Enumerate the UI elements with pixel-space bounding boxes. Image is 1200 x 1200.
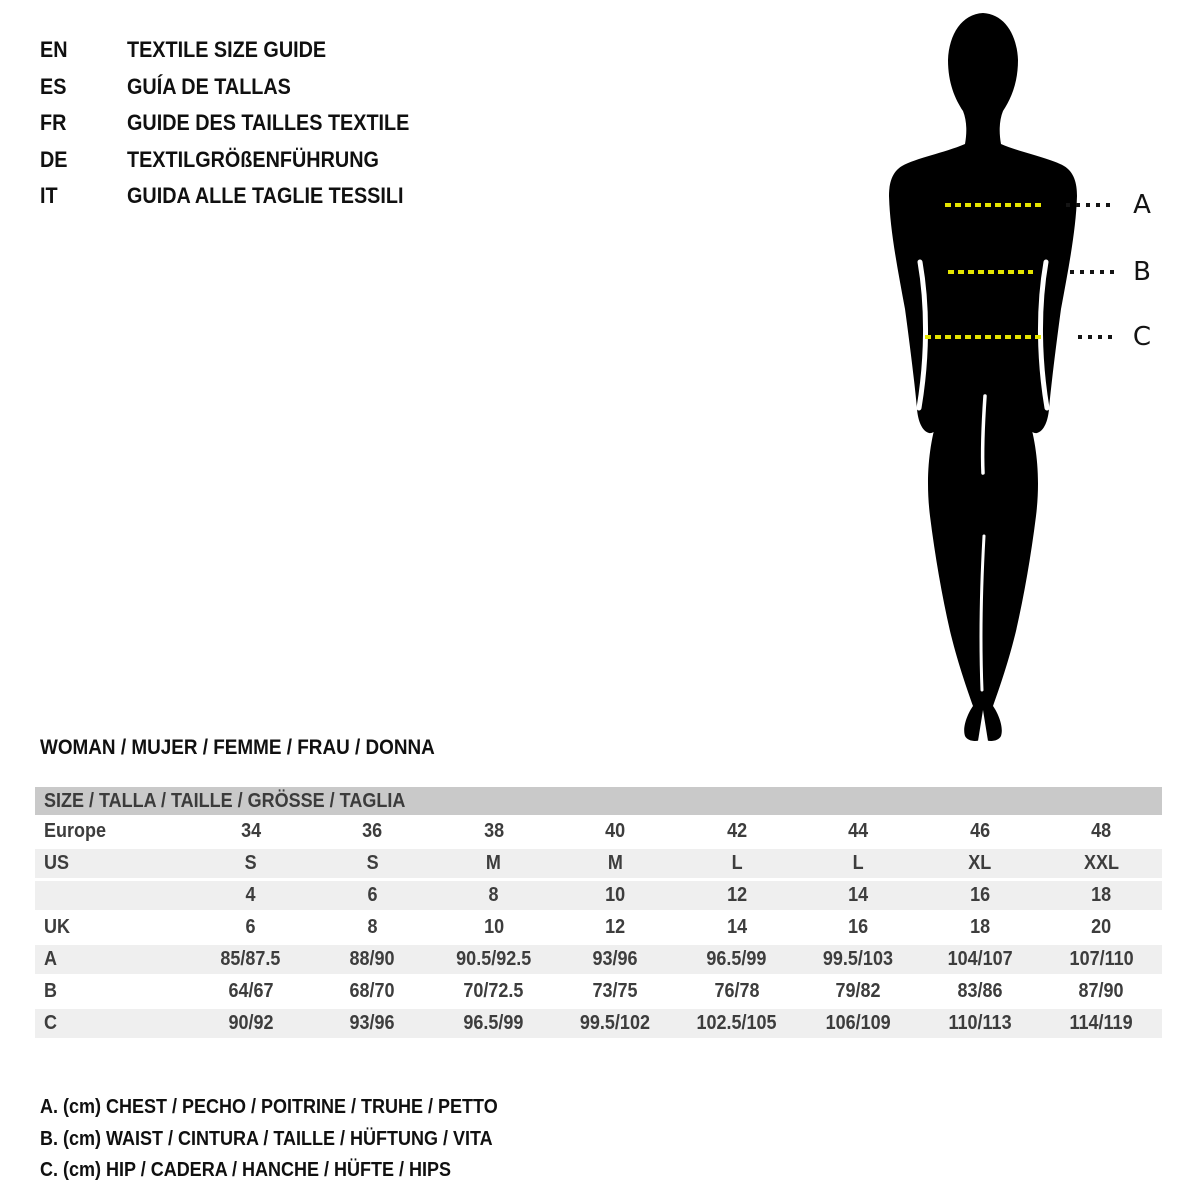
size-cell: 20 [1091, 916, 1112, 938]
size-cell: 87/90 [1078, 980, 1124, 1002]
size-cell: 90.5/92.5 [456, 948, 532, 970]
row-label: A [44, 948, 58, 970]
size-table [35, 787, 1162, 1041]
row-label: UK [44, 916, 71, 938]
guide-title-it: GUIDA ALLE TAGLIE TESSILI [127, 183, 404, 209]
size-cell: 99.5/102 [580, 1012, 651, 1034]
size-cell: 10 [483, 916, 504, 938]
size-cell: 107/110 [1069, 948, 1134, 970]
table-row-uk [35, 913, 1162, 942]
table-row-us-numeric [35, 881, 1162, 910]
marker-a-label: A [1133, 190, 1151, 220]
legend-chest: A. (cm) CHEST / PECHO / POITRINE / TRUHE / PETTO [40, 1096, 498, 1119]
size-cell: 93/96 [592, 948, 638, 970]
language-code: ES [40, 73, 67, 99]
language-row-en [40, 32, 441, 69]
size-cell: L [852, 852, 864, 874]
size-cell: 104/107 [947, 948, 1013, 970]
size-cell: 16 [969, 884, 990, 906]
size-cell: 34 [240, 820, 261, 842]
size-cell: 73/75 [592, 980, 638, 1002]
table-row-europe [35, 817, 1162, 846]
size-cell: 96.5/99 [463, 1012, 524, 1034]
size-cell: 68/70 [349, 980, 395, 1002]
size-cell: XL [968, 852, 992, 874]
size-cell: 14 [848, 884, 869, 906]
guide-title-en: TEXTILE SIZE GUIDE [127, 37, 327, 63]
size-cell: 44 [848, 820, 869, 842]
guide-title-es: GUÍA DE TALLAS [127, 73, 291, 99]
size-cell: 42 [726, 820, 747, 842]
size-cell: S [366, 852, 379, 874]
size-cell: 88/90 [349, 948, 395, 970]
language-row-it [40, 178, 441, 215]
language-row-es [40, 69, 441, 106]
size-cell: 36 [362, 820, 383, 842]
row-label: US [44, 852, 70, 874]
size-cell: 110/113 [948, 1012, 1012, 1034]
guide-title-fr: GUIDE DES TAILLES TEXTILE [127, 110, 410, 136]
marker-b-label: B [1133, 257, 1151, 287]
size-cell: 96.5/99 [706, 948, 767, 970]
language-code: FR [40, 110, 67, 136]
language-row-de [40, 142, 441, 179]
size-table-header: SIZE / TALLA / TAILLE / GRÖSSE / TAGLIA [35, 787, 1162, 815]
legend-hip: C. (cm) HIP / CADERA / HANCHE / HÜFTE / HIPS [40, 1159, 452, 1182]
size-cell: 18 [1091, 884, 1112, 906]
size-cell: 102.5/105 [696, 1012, 777, 1034]
size-cell: M [607, 852, 623, 874]
size-cell: 10 [605, 884, 626, 906]
size-cell: 8 [367, 916, 378, 938]
size-cell: 4 [245, 884, 256, 906]
size-cell: 12 [726, 884, 747, 906]
size-cell: 70/72.5 [463, 980, 524, 1002]
row-label [35, 884, 190, 907]
size-cell: 85/87.5 [220, 948, 281, 970]
table-row-hip-c [35, 1009, 1162, 1038]
size-cell: S [244, 852, 257, 874]
hip-dashed-line [925, 335, 1043, 339]
size-cell: 16 [848, 916, 869, 938]
size-cell: L [731, 852, 743, 874]
row-label: B [44, 980, 58, 1002]
size-cell: XXL [1083, 852, 1119, 874]
table-row-chest-a [35, 945, 1162, 974]
size-cell: 40 [605, 820, 626, 842]
size-cell: M [486, 852, 502, 874]
waist-dashed-line [948, 270, 1033, 274]
row-label: C [44, 1012, 58, 1034]
table-row-us [35, 849, 1162, 878]
measurement-legend [40, 1092, 549, 1187]
size-cell: 12 [605, 916, 626, 938]
size-cell: 64/67 [228, 980, 274, 1002]
size-cell: 8 [488, 884, 499, 906]
language-code: IT [40, 183, 58, 209]
guide-title-de: TEXTILGRÖßENFÜHRUNG [127, 146, 379, 172]
size-cell: 6 [367, 884, 378, 906]
legend-waist: B. (cm) WAIST / CINTURA / TAILLE / HÜFTUNG / VITA [40, 1127, 493, 1150]
size-cell: 83/86 [957, 980, 1003, 1002]
row-label: Europe [44, 820, 107, 842]
size-cell: 6 [245, 916, 256, 938]
waist-leader-line [1070, 270, 1116, 274]
size-cell: 90/92 [228, 1012, 274, 1034]
size-cell: 106/109 [825, 1012, 891, 1034]
woman-silhouette-icon [850, 0, 1130, 750]
size-cell: 76/78 [714, 980, 760, 1002]
size-cell: 46 [969, 820, 990, 842]
size-cell: 79/82 [835, 980, 881, 1002]
marker-c-label: C [1132, 322, 1152, 352]
language-title-list [40, 32, 441, 215]
language-row-fr [40, 105, 441, 142]
language-code: DE [40, 146, 68, 172]
hip-leader-line [1078, 335, 1116, 339]
size-cell: 48 [1091, 820, 1112, 842]
size-cell: 18 [969, 916, 990, 938]
table-row-waist-b [35, 977, 1162, 1006]
size-cell: 14 [726, 916, 747, 938]
chest-dashed-line [945, 203, 1041, 207]
size-cell: 93/96 [349, 1012, 395, 1034]
size-cell: 114/119 [1069, 1012, 1133, 1034]
size-cell: 99.5/103 [823, 948, 894, 970]
size-cell: 38 [483, 820, 504, 842]
language-code: EN [40, 37, 68, 63]
chest-leader-line [1066, 203, 1116, 207]
gender-heading: WOMAN / MUJER / FEMME / FRAU / DONNA [40, 736, 435, 759]
